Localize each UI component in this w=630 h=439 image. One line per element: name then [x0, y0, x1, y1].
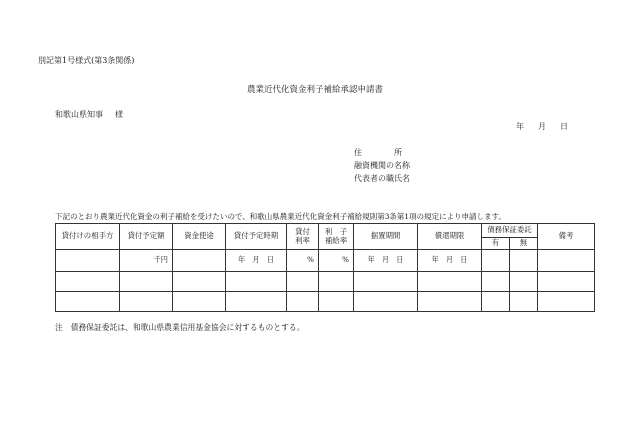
document-title: 農業近代化資金利子補給承認申請書 — [246, 85, 383, 95]
cell-subsidy[interactable] — [319, 292, 354, 312]
header-subsidy-rate: 利 子 補給率 — [319, 224, 354, 250]
table-row — [56, 272, 595, 292]
date-line — [516, 123, 568, 131]
cell-subsidy[interactable] — [319, 272, 354, 292]
header-borrower: 貸付けの相手方 — [56, 224, 120, 250]
cell-guarantee-no[interactable] — [510, 292, 538, 312]
header-repayment-term: 償還期限 — [418, 224, 482, 250]
date-month: 月 — [538, 122, 546, 131]
cell-subsidy-unit[interactable]: % — [319, 250, 354, 272]
cell-guarantee-no[interactable] — [510, 272, 538, 292]
header-guarantee-yes: 有 — [482, 238, 510, 250]
cell-repay[interactable] — [418, 272, 482, 292]
form-number: 別記第1号様式(第3条関係) — [38, 56, 135, 65]
cell-time-unit[interactable]: 年 月 日 — [226, 250, 287, 272]
application-table — [55, 223, 595, 312]
header-planned-amount: 貸付予定額 — [120, 224, 173, 250]
header-loan-rate: 貸付 利率 — [287, 224, 319, 250]
applicant-representative-label: 代表者の職氏名 — [354, 174, 410, 183]
cell-grace-unit[interactable]: 年 月 日 — [354, 250, 418, 272]
cell-remarks[interactable] — [538, 292, 595, 312]
header-fund-use: 資金使途 — [173, 224, 226, 250]
table-row — [56, 292, 595, 312]
cell-guarantee-no[interactable] — [510, 250, 538, 272]
header-planned-time: 貸付予定時期 — [226, 224, 287, 250]
cell-rate-unit[interactable]: % — [287, 250, 319, 272]
cell-grace[interactable] — [354, 272, 418, 292]
cell-amount[interactable] — [120, 272, 173, 292]
intro-text: 下記のとおり農業近代化資金の利子補給を受けたいので、和歌山県農業近代化資金利子補給規則第3条第1項の規定により申請します。 — [55, 212, 506, 221]
cell-guarantee-yes[interactable] — [482, 292, 510, 312]
cell-rate[interactable] — [287, 272, 319, 292]
cell-remarks[interactable] — [538, 272, 595, 292]
header-guarantee-no: 無 — [510, 238, 538, 250]
cell-repay[interactable] — [418, 292, 482, 312]
addressee — [55, 111, 123, 119]
cell-remarks[interactable] — [538, 250, 595, 272]
cell-borrower[interactable] — [56, 292, 120, 312]
header-grace-period: 据置期間 — [354, 224, 418, 250]
cell-time[interactable] — [226, 272, 287, 292]
cell-use[interactable] — [173, 292, 226, 312]
cell-repay-unit[interactable]: 年 月 日 — [418, 250, 482, 272]
cell-borrower[interactable] — [56, 250, 120, 272]
cell-amount-unit[interactable]: 千円 — [120, 250, 173, 272]
cell-amount[interactable] — [120, 292, 173, 312]
footnote: 注 債務保証委託は、和歌山県農業信用基金協会に対するものとする。 — [55, 323, 305, 332]
cell-rate[interactable] — [287, 292, 319, 312]
cell-use[interactable] — [173, 250, 226, 272]
date-year: 年 — [516, 122, 524, 131]
addressee-honorific: 様 — [115, 110, 123, 119]
cell-guarantee-yes[interactable] — [482, 250, 510, 272]
cell-borrower[interactable] — [56, 272, 120, 292]
header-remarks: 備考 — [538, 224, 595, 250]
cell-use[interactable] — [173, 272, 226, 292]
applicant-institution-label: 融資機関の名称 — [354, 161, 410, 170]
date-day: 日 — [560, 122, 568, 131]
cell-grace[interactable] — [354, 292, 418, 312]
cell-guarantee-yes[interactable] — [482, 272, 510, 292]
header-guarantee: 債務保証委託 — [482, 224, 538, 238]
cell-time[interactable] — [226, 292, 287, 312]
table-row — [56, 250, 595, 272]
applicant-address-label: 住 所 — [354, 148, 402, 157]
addressee-name: 和歌山県知事 — [55, 110, 103, 119]
